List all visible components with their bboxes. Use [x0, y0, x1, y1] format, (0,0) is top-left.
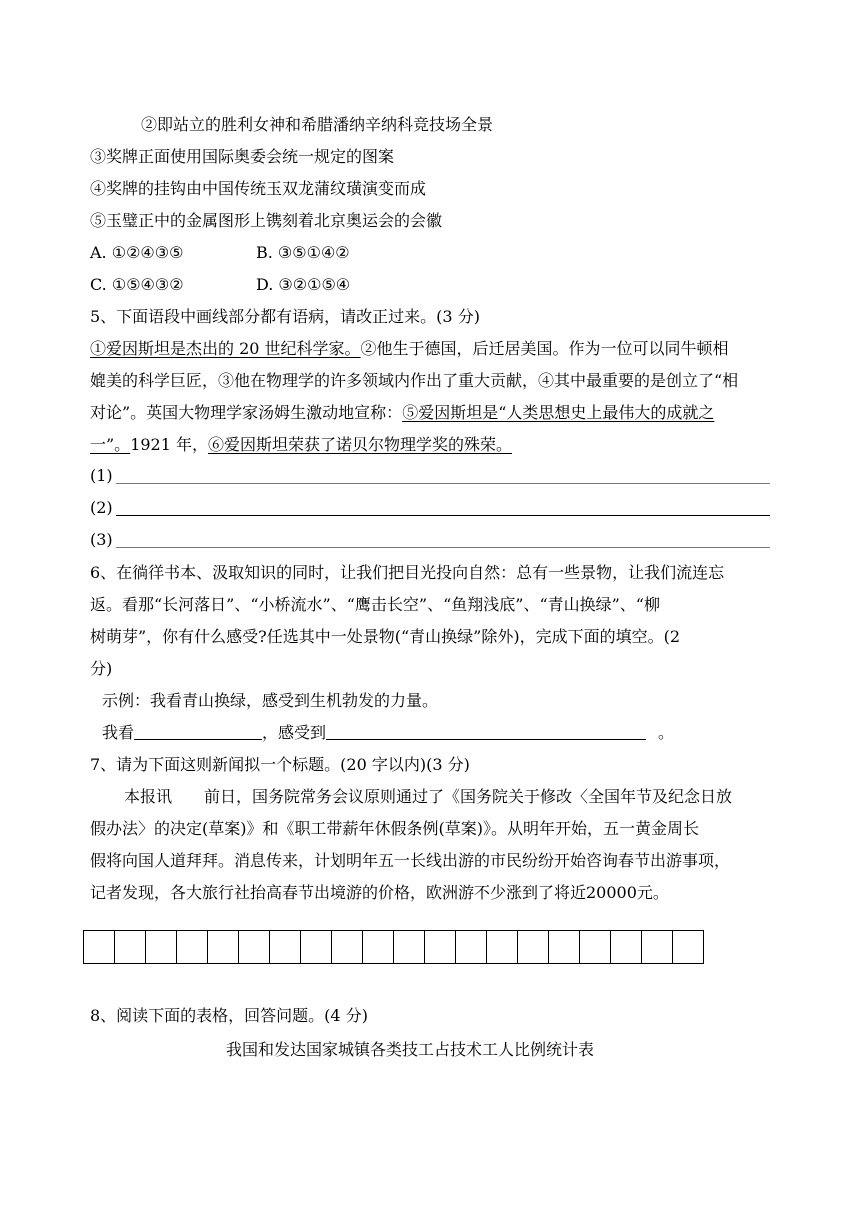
q4-option-b: B. ③⑤①④② — [256, 243, 350, 262]
q8-heading: 8、阅读下面的表格，回答问题。(4 分) — [90, 1006, 368, 1025]
q5-passage-line-1 — [90, 338, 729, 360]
q7-title-box[interactable] — [301, 931, 332, 963]
answer-number: (1) — [90, 466, 113, 485]
answer-rule — [116, 547, 770, 548]
q7-title-box[interactable] — [425, 931, 456, 963]
q7-title-box[interactable] — [115, 931, 146, 963]
q5-underlined-sentence-5-end: 一”。 — [90, 435, 131, 454]
q5-heading: 5、下面语段中画线部分都有语病，请改正过来。(3 分) — [90, 307, 480, 326]
q4-item-5: ⑤玉璧正中的金属图形上镌刻着北京奥运会的会徽 — [90, 211, 443, 230]
answer-rule — [116, 515, 770, 516]
q7-title-box[interactable] — [270, 931, 301, 963]
q7-title-box[interactable] — [208, 931, 239, 963]
q7-news-line-4: 记者发现，各大旅行社抬高春节出境游的价格，欧洲游不少涨到了将近20000元。 — [90, 883, 669, 902]
answer-number: (3) — [90, 530, 113, 549]
answer-number: (2) — [90, 498, 113, 517]
q5-answer-line-2[interactable] — [90, 498, 770, 520]
q7-title-box[interactable] — [580, 931, 611, 963]
q7-title-box[interactable] — [84, 931, 115, 963]
q5-passage-line-2: 媲美的科学巨匠，③他在物理学的许多领域内作出了重大贡献，④其中最重要的是创立了“相 — [90, 371, 739, 390]
q7-news-line-2: 假办法〉的决定(草案)》和《职工带薪年休假条例(草案)》。从明年开始，五一黄金周长 — [90, 819, 699, 838]
q7-title-answer-grid — [83, 930, 704, 964]
q5-underlined-sentence-1: ①爱因斯坦是杰出的 20 世纪科学家。 — [90, 339, 361, 358]
q7-title-box[interactable] — [177, 931, 208, 963]
q6-line-3: 树萌芽”，你有什么感受?任选其中一处景物(“青山换绿”除外)，完成下面的填空。(2 — [90, 627, 681, 646]
q7-title-box[interactable] — [239, 931, 270, 963]
q4-item-3: ③奖牌正面使用国际奥委会统一规定的图案 — [90, 147, 395, 166]
q7-title-box[interactable] — [146, 931, 177, 963]
q7-heading: 7、请为下面这则新闻拟一个标题。(20 字以内)(3 分) — [90, 755, 470, 774]
q6-blank-scene[interactable] — [134, 723, 262, 740]
q6-fill-label: 我看 — [102, 723, 135, 742]
q5-text: 对论”。英国大物理学家汤姆生激动地宣称： — [90, 403, 403, 422]
q7-title-box[interactable] — [363, 931, 394, 963]
q5-underlined-sentence-5: ⑤爱因斯坦是“人类思想史上最伟大的成就之 — [402, 403, 715, 422]
q4-item-4: ④奖牌的挂钩由中国传统玉双龙蒲纹璜演变而成 — [90, 179, 427, 198]
q5-underlined-sentence-6: ⑥爱因斯坦荣获了诺贝尔物理学奖的殊荣。 — [208, 435, 513, 454]
q5-text: ②他生于德国，后迁居美国。作为一位可以同牛顿相 — [360, 339, 729, 358]
q7-title-box[interactable] — [642, 931, 673, 963]
q7-title-box[interactable] — [611, 931, 642, 963]
q7-news-line-1: 本报讯 前日，国务院常务会议原则通过了《国务院关于修改〈全国年节及纪念日放 — [124, 787, 733, 806]
q5-passage-line-3 — [90, 402, 714, 424]
q5-answer-line-3[interactable] — [90, 530, 770, 552]
q4-item-2: ②即站立的胜利女神和希腊潘纳辛纳科竞技场全景 — [141, 115, 494, 134]
q4-option-a: A. ①②④③⑤ — [90, 243, 184, 262]
q7-title-box[interactable] — [394, 931, 425, 963]
q5-text: 1921 年， — [130, 435, 208, 454]
q6-fill-label: ，感受到 — [262, 723, 327, 742]
q8-table-title: 我国和发达国家城镇各类技工占技术工人比例统计表 — [226, 1040, 595, 1059]
answer-rule — [116, 483, 770, 484]
q6-blank-feeling[interactable] — [326, 723, 646, 740]
q6-fill-in-line — [102, 722, 674, 744]
q7-news-line-3: 假将向国人道拜拜。消息传来，计划明年五一长线出游的市民纷纷开始咨询春节出游事项， — [90, 851, 731, 870]
q6-example: 示例：我看青山换绿，感受到生机勃发的力量。 — [102, 691, 439, 710]
q6-line-4: 分) — [90, 659, 113, 678]
q6-fill-end: 。 — [658, 723, 675, 742]
q4-option-d: D. ③②①⑤④ — [256, 275, 351, 294]
q7-title-box[interactable] — [487, 931, 518, 963]
q7-title-box[interactable] — [518, 931, 549, 963]
q7-title-box[interactable] — [549, 931, 580, 963]
q7-title-box[interactable] — [673, 931, 704, 963]
q6-line-2: 返。看那“长河落日”、“小桥流水”、“鹰击长空”、“鱼翔浅底”、“青山换绿”、“柳 — [90, 595, 660, 614]
q4-option-c: C. ①⑤④③② — [90, 275, 184, 294]
q7-title-box[interactable] — [456, 931, 487, 963]
q7-title-box[interactable] — [332, 931, 363, 963]
q6-line-1: 6、在徜徉书本、汲取知识的同时，让我们把目光投向自然：总有一些景物，让我们流连忘 — [90, 563, 725, 582]
q5-answer-line-1[interactable] — [90, 466, 770, 488]
q5-passage-line-4 — [90, 434, 512, 456]
